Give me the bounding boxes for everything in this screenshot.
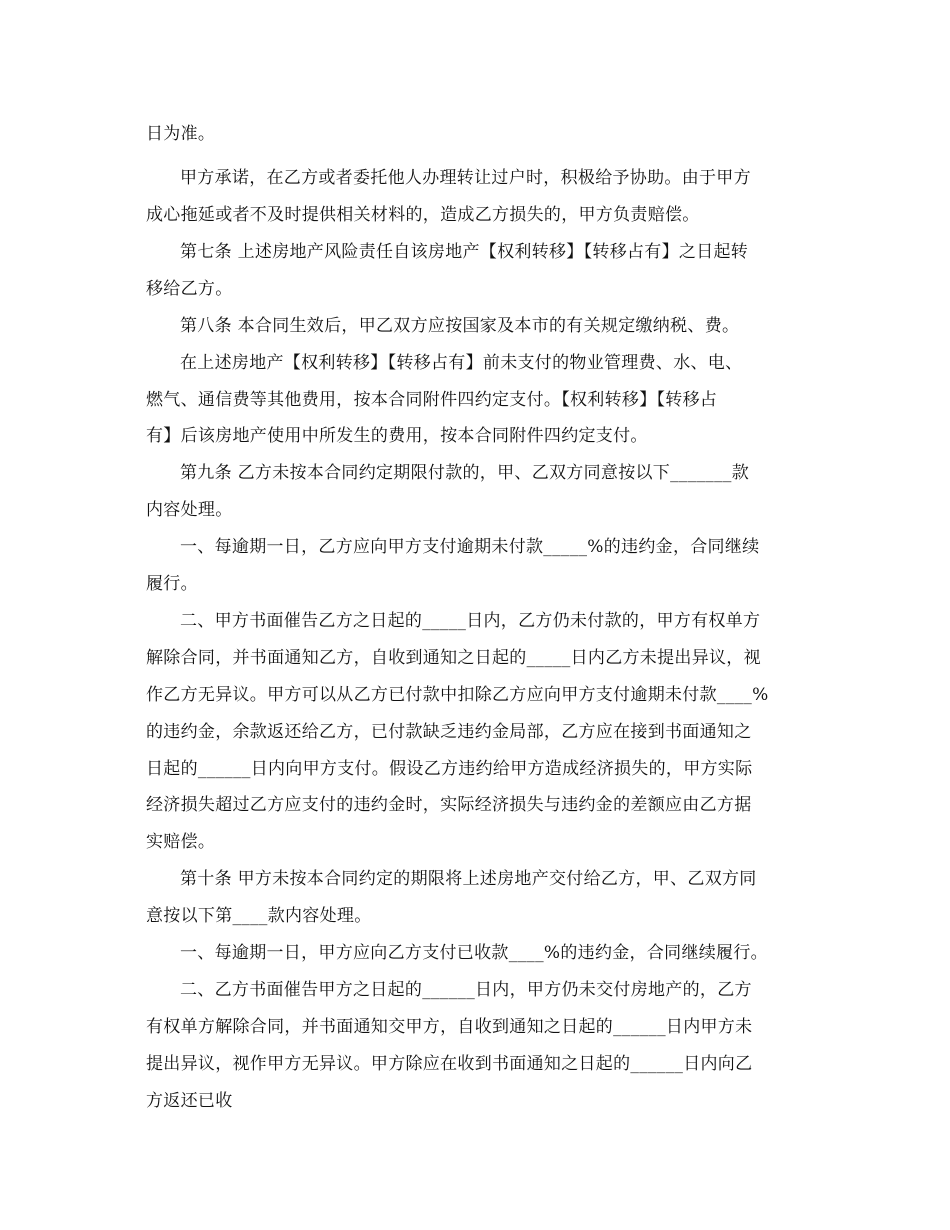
text-line: 一、每逾期一日，乙方应向甲方支付逾期未付款_____%的违约金，合同继续 <box>180 537 760 557</box>
text-line: 方返还已收 <box>146 1091 233 1111</box>
text-line: 意按以下第____款内容处理。 <box>146 906 372 926</box>
text-line: 日为准。 <box>146 124 216 144</box>
text-line: 内容处理。 <box>146 500 233 520</box>
text-line: 有】后该房地产使用中所发生的费用，按本合同附件四约定支付。 <box>146 426 648 446</box>
text-line: 第八条 本合同生效后，甲乙双方应按国家及本市的有关规定缴纳税、费。 <box>180 316 740 336</box>
text-line: 一、每逾期一日，甲方应向乙方支付已收款____%的违约金，合同继续履行。 <box>180 943 768 963</box>
text-line: 经济损失超过乙方应支付的违约金时，实际经济损失与违约金的差额应由乙方据 <box>146 795 752 815</box>
text-line: 有权单方解除合同，并书面通知交甲方，自收到通知之日起的______日内甲方未 <box>146 1017 753 1037</box>
text-line: 甲方承诺，在乙方或者委托他人办理转让过户时，积极给予协助。由于甲方 <box>180 168 751 188</box>
text-line: 提出异议，视作甲方无异议。甲方除应在收到书面通知之日起的______日内向乙 <box>146 1054 753 1074</box>
text-line: 日起的______日内向甲方支付。假设乙方违约给甲方造成经济损失的，甲方实际 <box>146 759 753 779</box>
text-line: 燃气、通信费等其他费用，按本合同附件四约定支付。【权利转移】【转移占 <box>146 390 718 410</box>
text-line: 的违约金，余款返还给乙方，已付款缺乏违约金局部，乙方应在接到书面通知之 <box>146 722 752 742</box>
text-line: 解除合同，并书面通知乙方，自收到通知之日起的_____日内乙方未提出异议，视 <box>146 648 761 668</box>
text-line: 履行。 <box>146 574 198 594</box>
text-line: 第七条 上述房地产风险责任自该房地产【权利转移】【转移占有】之日起转 <box>180 242 749 262</box>
text-line: 作乙方无异议。甲方可以从乙方已付款中扣除乙方应向甲方支付逾期未付款____% <box>146 685 769 705</box>
text-line: 成心拖延或者不及时提供相关材料的，造成乙方损失的，甲方负责赔偿。 <box>146 205 700 225</box>
text-line: 二、甲方书面催告乙方之日起的_____日内，乙方仍未付款的，甲方有权单方 <box>180 611 761 631</box>
text-line: 在上述房地产【权利转移】【转移占有】前未支付的物业管理费、水、电、 <box>180 353 743 373</box>
text-line: 移给乙方。 <box>146 279 233 299</box>
text-line: 第十条 甲方未按本合同约定的期限将上述房地产交付给乙方，甲、乙双方同 <box>180 869 757 889</box>
text-line: 第九条 乙方未按本合同约定期限付款的，甲、乙双方同意按以下_______款 <box>180 463 750 483</box>
text-line: 实赔偿。 <box>146 832 216 852</box>
text-line: 二、乙方书面催告甲方之日起的______日内，甲方仍未交付房地产的，乙方 <box>180 980 752 1000</box>
